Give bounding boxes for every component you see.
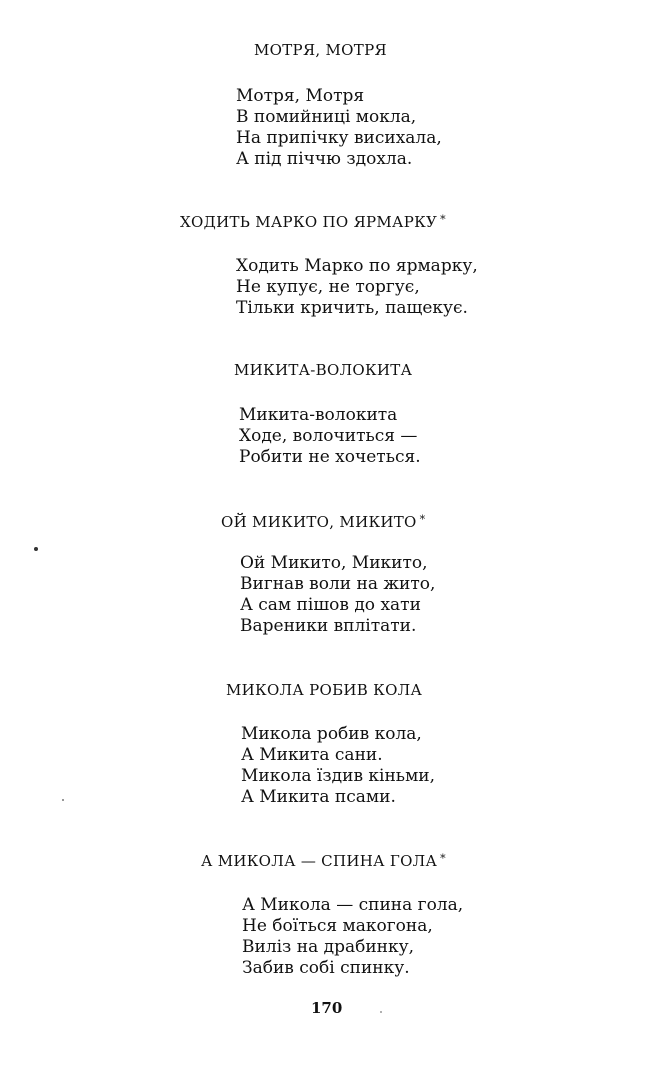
poem-title: ОЙ МИКИТО, МИКИТО * [221, 513, 426, 531]
poem-lines [236, 86, 442, 170]
poem-line: Ходить Марко по ярмарку, [236, 256, 478, 276]
poem-lines [242, 895, 463, 979]
poem-title: МОТРЯ, МОТРЯ [254, 41, 387, 59]
page-number: 170 [311, 999, 343, 1017]
footnote-asterisk: * [440, 213, 446, 226]
poem-line: Мотря, Мотря [236, 86, 365, 106]
poem-line: Не купує, не торгує, [236, 277, 420, 297]
footnote-asterisk: * [440, 852, 446, 865]
poem-line: Робити не хочеться. [239, 447, 421, 467]
poem-title: МИКОЛА РОБИВ КОЛА [226, 681, 423, 699]
poem-line: А сам пішов до хати [240, 595, 421, 615]
poem-line: Микола їздив кіньми, [241, 766, 436, 786]
poem-lines [236, 256, 478, 319]
poem-line: Микита-волокита [239, 405, 398, 425]
scan-speck [34, 547, 38, 551]
poem-line: А Микита псами. [241, 787, 396, 807]
poem-line: Виліз на драбинку, [242, 937, 415, 957]
poem-line: Ходе, волочиться — [239, 426, 418, 446]
scan-speck [380, 1011, 382, 1013]
poem-line: А Микита сани. [241, 745, 383, 765]
poem-line: Ой Микито, Микито, [240, 553, 428, 573]
poem-line: Микола робив кола, [241, 724, 422, 744]
poem-line: Забив собі спинку. [242, 958, 410, 978]
poem-title: А МИКОЛА — СПИНА ГОЛА * [201, 852, 446, 870]
scan-speck [62, 799, 64, 801]
poem-title: ХОДИТЬ МАРКО ПО ЯРМАРКУ * [180, 213, 446, 231]
poem-line: На припічку висихала, [236, 128, 442, 148]
poem-title: МИКИТА-ВОЛОКИТА [234, 361, 413, 379]
footnote-asterisk: * [419, 513, 426, 526]
poem-lines [239, 405, 421, 468]
poem-lines [240, 553, 435, 637]
poem-line: Не боїться макогона, [242, 916, 433, 936]
poem-line: А під піччю здохла. [236, 149, 413, 169]
poem-line: Вигнав воли на жито, [240, 574, 436, 594]
poem-line: А Микола — спина гола, [242, 895, 464, 915]
poem-lines [241, 724, 435, 808]
poem-line: В помийниці мокла, [236, 107, 417, 127]
poem-line: Вареники вплітати. [240, 616, 417, 636]
poem-line: Тільки кричить, пащекує. [236, 298, 468, 318]
